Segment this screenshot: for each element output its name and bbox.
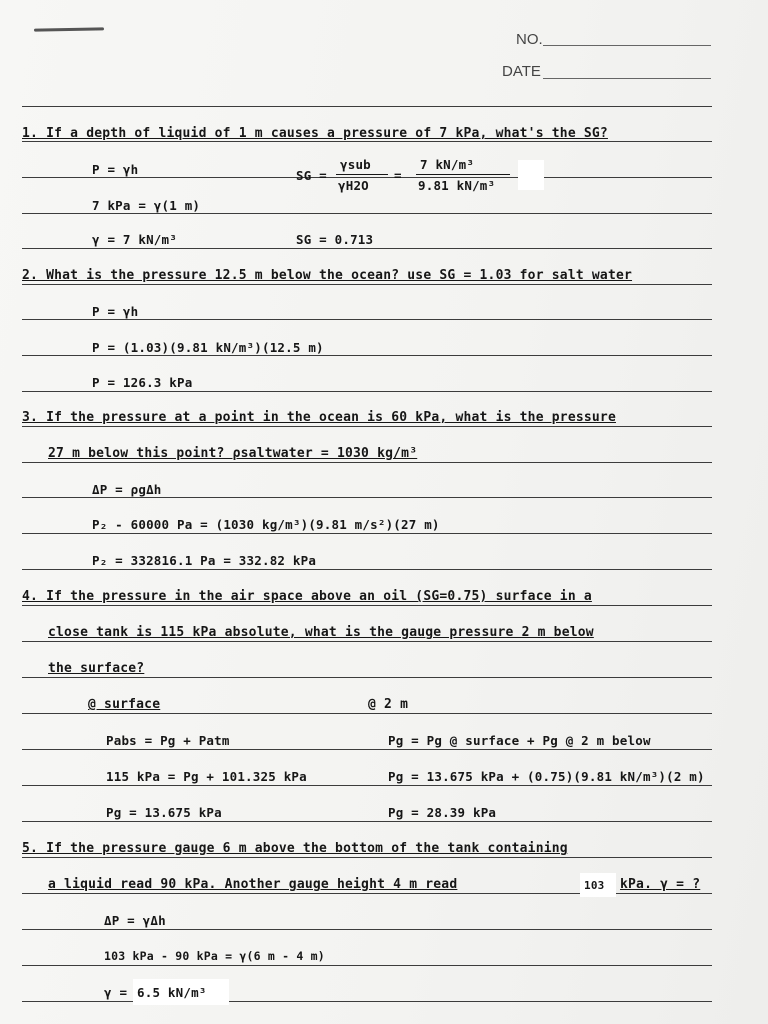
ruled-line (22, 713, 712, 714)
q5-question-line-2b: kPa. γ = ? (620, 877, 701, 892)
ruled-line (22, 677, 712, 678)
q4-right-heading: @ 2 m (368, 697, 409, 712)
no-line (543, 45, 711, 46)
ruled-line (22, 426, 712, 427)
ruled-line (22, 391, 712, 392)
ruled-line (22, 821, 712, 822)
ruled-line (22, 1001, 712, 1002)
q4-question-line-1: 4. If the pressure in the air space above an oil (SG=0.75) surface in a (22, 589, 592, 604)
no-label: NO. (516, 31, 543, 48)
q1-eq-1: P = γh (92, 162, 139, 177)
date-label: DATE (502, 63, 541, 80)
q2-eq-1: P = γh (92, 304, 139, 319)
q4-left-eq-2: 115 kPa = Pg + 101.325 kPa (106, 769, 307, 784)
q3-result: P₂ = 332816.1 Pa = 332.82 kPa (92, 553, 317, 568)
ruled-line (22, 213, 712, 214)
q4-question-line-3: the surface? (48, 661, 145, 676)
q1-eq-3: γ = 7 kN/m³ (92, 232, 177, 247)
ruled-line (22, 106, 712, 107)
q2-question: 2. What is the pressure 12.5 m below the ocean? use SG = 1.03 for salt water (22, 268, 633, 283)
q5-question-line-2a: a liquid read 90 kPa. Another gauge height 4 m read (48, 877, 458, 892)
q2-result: P = 126.3 kPa (92, 375, 193, 390)
ruled-line (22, 284, 712, 285)
q5-result-value: 6.5 kN/m³ (137, 985, 207, 1000)
q1-eq-2: 7 kPa = γ(1 m) (92, 198, 201, 213)
ruled-line (22, 462, 712, 463)
q1-frac1-denominator: γH2O (338, 178, 369, 193)
q5-eq-1: ΔP = γΔh (104, 913, 166, 928)
q1-equals: = (394, 168, 402, 183)
q1-frac2-numerator: 7 kN/m³ (420, 157, 475, 172)
q2-eq-2: P = (1.03)(9.81 kN/m³)(12.5 m) (92, 340, 324, 355)
q1-question: 1. If a depth of liquid of 1 m causes a pressure of 7 kPa, what's the SG? (22, 126, 608, 141)
date-line (543, 78, 711, 79)
white-tape-patch (518, 160, 544, 190)
q3-question-line-1: 3. If the pressure at a point in the ocean is 60 kPa, what is the pressure (22, 410, 616, 425)
q5-question-line-1: 5. If the pressure gauge 6 m above the bottom of the tank containing (22, 841, 568, 856)
ruled-line (22, 641, 712, 642)
q4-right-eq-1: Pg = Pg @ surface + Pg @ 2 m below (388, 733, 651, 748)
q1-result: SG = 0.713 (296, 232, 374, 247)
q1-frac2-bar (416, 174, 510, 175)
q1-sg-label: SG = (296, 168, 327, 183)
ruled-line (22, 965, 712, 966)
ruled-line (22, 319, 712, 320)
q4-left-eq-1: Pabs = Pg + Patm (106, 733, 230, 748)
ruled-line (22, 248, 712, 249)
q1-frac1-numerator: γsub (340, 157, 371, 172)
q4-right-eq-2: Pg = 13.675 kPa + (0.75)(9.81 kN/m³)(2 m) (388, 769, 705, 784)
q3-eq-2: P₂ - 60000 Pa = (1030 kg/m³)(9.81 m/s²)(27 m) (92, 517, 440, 532)
ruled-line (22, 749, 712, 750)
q3-eq-1: ΔP = ρgΔh (92, 482, 162, 497)
ruled-line (22, 605, 712, 606)
q3-question-line-2: 27 m below this point? ρsaltwater = 1030 kg/m³ (48, 446, 418, 461)
pen-mark (34, 27, 104, 31)
ruled-line (22, 569, 712, 570)
q1-frac2-denominator: 9.81 kN/m³ (418, 178, 496, 193)
ruled-line (22, 355, 712, 356)
q1-frac1-bar (336, 174, 388, 175)
ruled-line (22, 141, 712, 142)
q4-left-eq-3: Pg = 13.675 kPa (106, 805, 222, 820)
q4-question-line-2: close tank is 115 kPa absolute, what is the gauge pressure 2 m below (48, 625, 594, 640)
q4-right-eq-3: Pg = 28.39 kPa (388, 805, 497, 820)
q5-question-value: 103 (584, 879, 605, 892)
ruled-line (22, 533, 712, 534)
ruled-line (22, 857, 712, 858)
ruled-line (22, 497, 712, 498)
ruled-line (22, 929, 712, 930)
q4-left-heading: @ surface (88, 697, 161, 712)
q5-eq-2: 103 kPa - 90 kPa = γ(6 m - 4 m) (104, 949, 325, 963)
ruled-line (22, 785, 712, 786)
q5-result-label: γ = (104, 985, 128, 1000)
